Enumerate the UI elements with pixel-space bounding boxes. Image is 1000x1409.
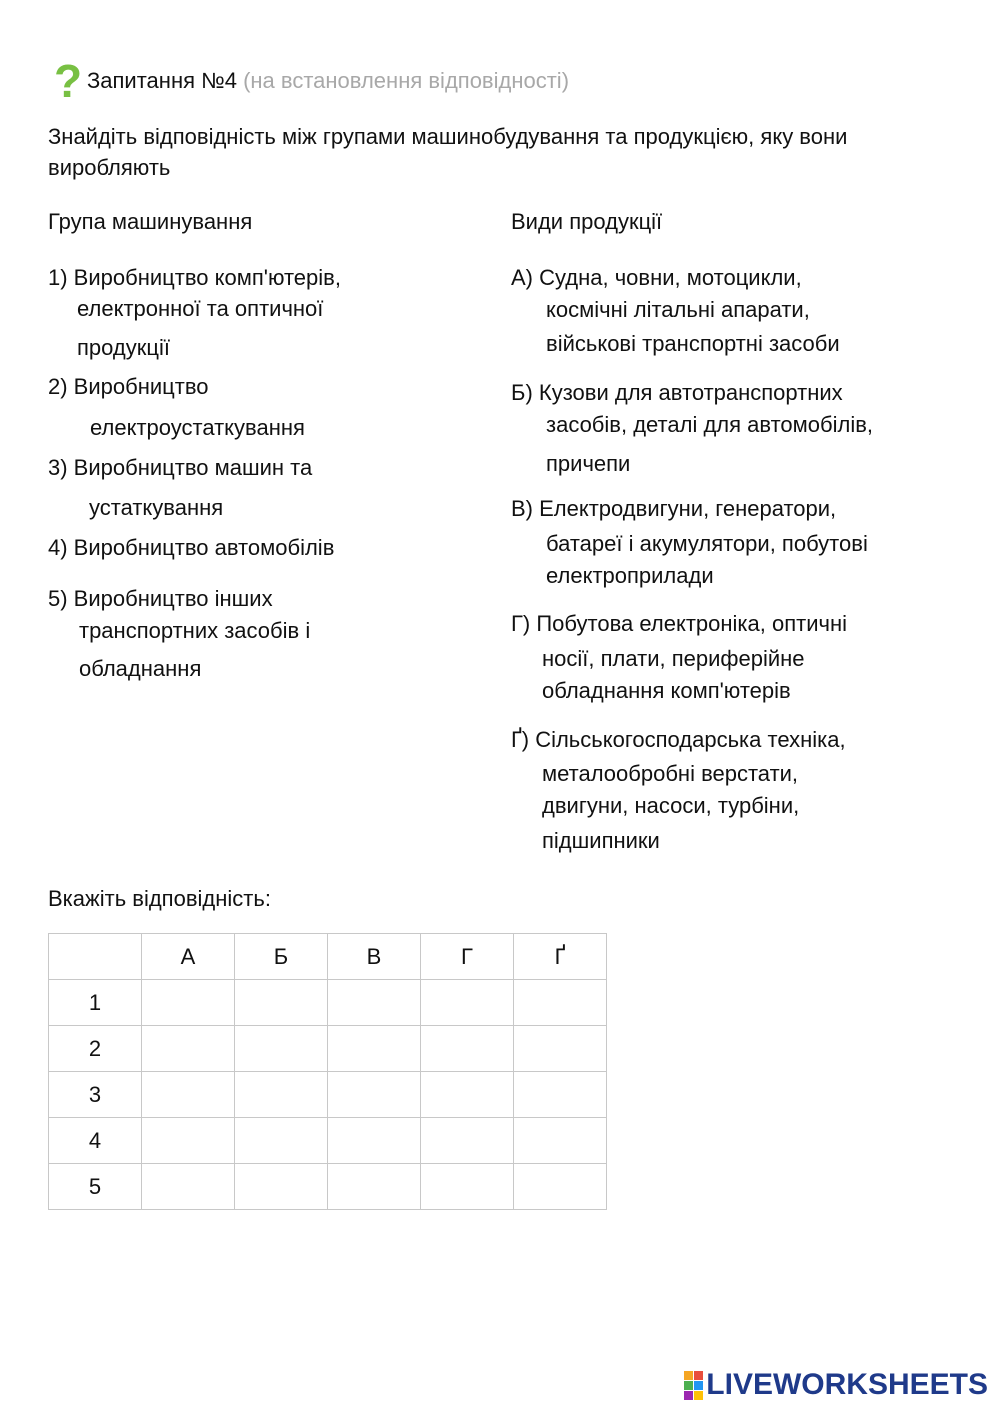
left-item-3-line-2: устаткування	[89, 495, 224, 520]
answer-cell-4-b[interactable]	[235, 1118, 328, 1164]
left-item-2-line-2: електроустаткування	[90, 415, 305, 440]
answer-cell-4-v[interactable]	[328, 1118, 421, 1164]
left-item-1-line-2: електронної та оптичної	[77, 296, 324, 321]
question-number: Запитання №4	[87, 68, 237, 93]
question-type: (на встановлення відповідності)	[243, 68, 570, 93]
answer-cell-1-h[interactable]	[421, 980, 514, 1026]
question-mark-icon: ?	[54, 55, 83, 107]
grid-row-2	[49, 1026, 607, 1072]
answer-cell-5-v[interactable]	[328, 1164, 421, 1210]
left-item-1-line-1: 1) Виробництво комп'ютерів,	[48, 265, 341, 290]
left-item-1-line-3: продукції	[77, 335, 170, 360]
left-item-5-line-3: обладнання	[79, 656, 202, 681]
right-item-a-line-3: військові транспортні засоби	[546, 331, 840, 356]
brand-square-5	[684, 1391, 693, 1400]
answer-cell-1-b[interactable]	[235, 980, 328, 1026]
brand-square-4	[694, 1381, 703, 1390]
answer-cell-3-a[interactable]	[142, 1072, 235, 1118]
right-item-g-line-4: підшипники	[542, 828, 660, 853]
right-item-b-line-2: засобів, деталі для автомобілів,	[546, 412, 874, 437]
grid-row-3	[49, 1072, 607, 1118]
col-header-g: Ґ	[514, 934, 607, 980]
right-item-v-line-3: електроприлади	[546, 563, 714, 588]
right-item-v-line-2: батареї і акумулятори, побутові	[546, 531, 868, 556]
answer-cell-2-g[interactable]	[514, 1026, 607, 1072]
answer-cell-5-b[interactable]	[235, 1164, 328, 1210]
answer-cell-2-h[interactable]	[421, 1026, 514, 1072]
row-header-3: 3	[49, 1072, 142, 1118]
row-header-4: 4	[49, 1118, 142, 1164]
brand-square-1	[684, 1371, 693, 1380]
answer-cell-4-h[interactable]	[421, 1118, 514, 1164]
right-column-header: Види продукції	[511, 209, 663, 234]
answer-cell-4-a[interactable]	[142, 1118, 235, 1164]
answer-cell-3-b[interactable]	[235, 1072, 328, 1118]
answer-cell-3-g[interactable]	[514, 1072, 607, 1118]
right-item-a-line-2: космічні літальні апарати,	[546, 297, 810, 322]
answer-cell-5-h[interactable]	[421, 1164, 514, 1210]
right-item-h-line-3: обладнання комп'ютерів	[542, 678, 791, 703]
col-header-b: Б	[235, 934, 328, 980]
answer-cell-5-a[interactable]	[142, 1164, 235, 1210]
row-header-2: 2	[49, 1026, 142, 1072]
grid-row-4	[49, 1118, 607, 1164]
right-item-v-line-1: В) Електродвигуни, генератори,	[511, 496, 837, 521]
question-title	[87, 67, 569, 95]
left-item-3-line-1: 3) Виробництво машин та	[48, 455, 313, 480]
grid-header-row	[49, 934, 607, 980]
answer-cell-1-v[interactable]	[328, 980, 421, 1026]
grid-row-5	[49, 1164, 607, 1210]
right-item-h-line-1: Г) Побутова електроніка, оптичні	[511, 611, 847, 636]
grid-row-1	[49, 980, 607, 1026]
brand-name: LIVEWORKSHEETS	[706, 1368, 988, 1401]
col-header-h: Г	[421, 934, 514, 980]
row-header-5: 5	[49, 1164, 142, 1210]
brand-mark-icon	[684, 1371, 703, 1400]
answer-cell-2-b[interactable]	[235, 1026, 328, 1072]
brand-square-3	[684, 1381, 693, 1390]
answer-label: Вкажіть відповідність:	[48, 886, 271, 911]
answer-cell-5-g[interactable]	[514, 1164, 607, 1210]
brand-square-2	[694, 1371, 703, 1380]
right-item-g-line-3: двигуни, насоси, турбіни,	[542, 793, 800, 818]
answer-cell-3-h[interactable]	[421, 1072, 514, 1118]
left-item-5-line-2: транспортних засобів і	[79, 618, 311, 643]
left-item-2-line-1: 2) Виробництво	[48, 374, 209, 399]
left-column-header: Група машинування	[48, 209, 253, 234]
col-header-a: А	[142, 934, 235, 980]
right-item-a-line-1: А) Судна, човни, мотоцикли,	[511, 265, 802, 290]
brand-square-6	[694, 1391, 703, 1400]
right-item-g-line-1: Ґ) Сільськогосподарська техніка,	[511, 727, 846, 752]
col-header-v: В	[328, 934, 421, 980]
right-item-b-line-3: причепи	[546, 451, 631, 476]
grid-corner	[49, 934, 142, 980]
answer-grid	[48, 933, 607, 1210]
answer-cell-1-g[interactable]	[514, 980, 607, 1026]
answer-cell-2-v[interactable]	[328, 1026, 421, 1072]
right-item-b-line-1: Б) Кузови для автотранспортних	[511, 380, 843, 405]
right-item-h-line-2: носії, плати, периферійне	[542, 646, 805, 671]
answer-cell-4-g[interactable]	[514, 1118, 607, 1164]
answer-cell-1-a[interactable]	[142, 980, 235, 1026]
liveworksheets-logo	[684, 1368, 988, 1402]
answer-cell-2-a[interactable]	[142, 1026, 235, 1072]
row-header-1: 1	[49, 980, 142, 1026]
left-item-5-line-1: 5) Виробництво інших	[48, 586, 273, 611]
right-item-g-line-2: металообробні верстати,	[542, 761, 799, 786]
instruction-text: Знайдіть відповідність між групами машинобудування та продукцією, яку вони виробляють	[48, 124, 848, 180]
left-item-4-line-1: 4) Виробництво автомобілів	[48, 535, 335, 560]
answer-cell-3-v[interactable]	[328, 1072, 421, 1118]
